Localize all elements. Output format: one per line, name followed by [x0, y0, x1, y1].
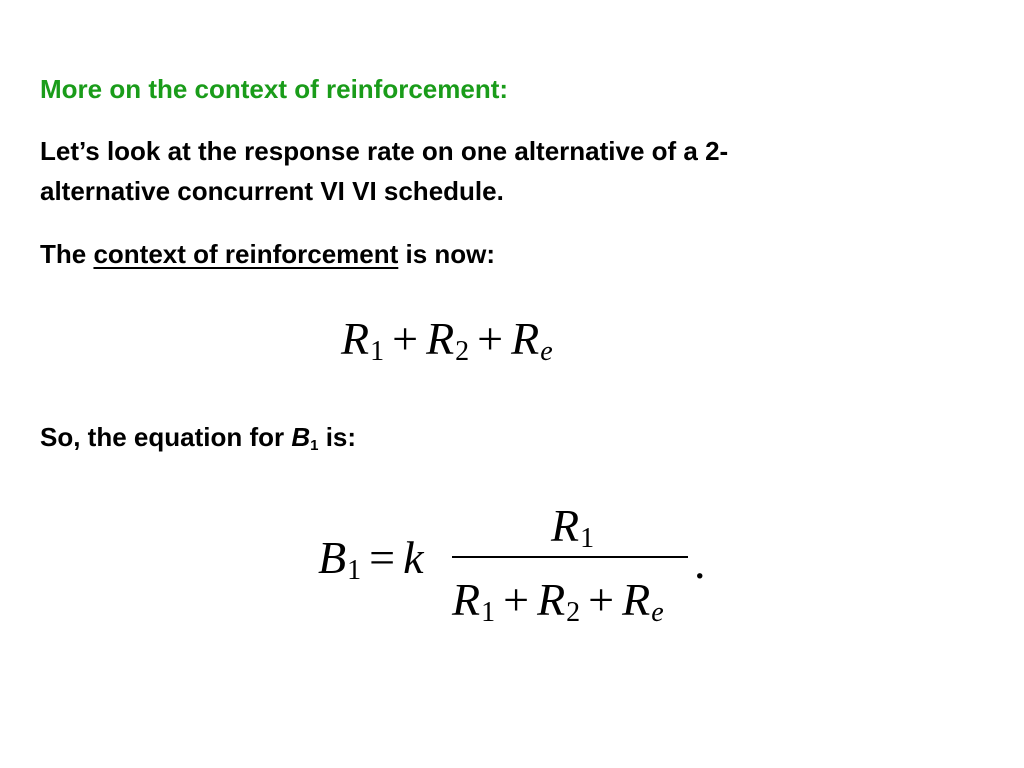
intro-line-2: alternative concurrent VI VI schedule.	[40, 176, 504, 206]
fraction-numerator	[551, 500, 595, 554]
den-plus-2: +	[588, 574, 615, 625]
b1-coef: k	[403, 532, 424, 583]
context-term-1-var: R	[341, 313, 370, 364]
formula-period: .	[694, 537, 706, 588]
intro-line-1: Let’s look at the response rate on one alternative of a 2-	[40, 136, 729, 166]
fraction-bar	[452, 556, 688, 558]
den-term-2-sub: 2	[566, 597, 581, 628]
b1-sub: 1	[347, 555, 362, 586]
context-term-3-sub: e	[540, 336, 553, 367]
den-term-3-var: R	[622, 574, 651, 625]
context-term-3-var: R	[511, 313, 540, 364]
context-prefix: The	[40, 239, 94, 269]
equation-var-sub: 1	[310, 437, 319, 454]
den-plus-1: +	[503, 574, 530, 625]
slide-heading: More on the context of reinforcement:	[40, 74, 509, 104]
context-of-reinforcement-term: context of reinforcement	[93, 239, 399, 269]
den-term-2-var: R	[537, 574, 566, 625]
den-term-3-sub: e	[651, 597, 664, 628]
context-plus-2: +	[477, 313, 504, 364]
numerator-var: R	[551, 500, 580, 551]
context-plus-1: +	[392, 313, 419, 364]
equation-intro	[40, 419, 356, 455]
b1-lhs	[318, 532, 424, 586]
equation-var: B	[291, 422, 311, 452]
context-term-2-sub: 2	[455, 336, 470, 367]
context-term-2-var: R	[426, 313, 455, 364]
equation-prefix: So, the equation for	[40, 422, 292, 452]
b1-equals: =	[369, 532, 396, 583]
den-term-1-sub: 1	[481, 597, 496, 628]
numerator-sub: 1	[580, 523, 595, 554]
den-term-1-var: R	[452, 574, 481, 625]
context-sentence	[40, 236, 495, 272]
equation-suffix: is:	[318, 422, 357, 452]
context-term-1-sub: 1	[370, 336, 385, 367]
b1-var: B	[318, 532, 347, 583]
fraction-denominator	[452, 574, 664, 628]
context-suffix: is now:	[398, 239, 496, 269]
context-formula	[341, 313, 553, 367]
